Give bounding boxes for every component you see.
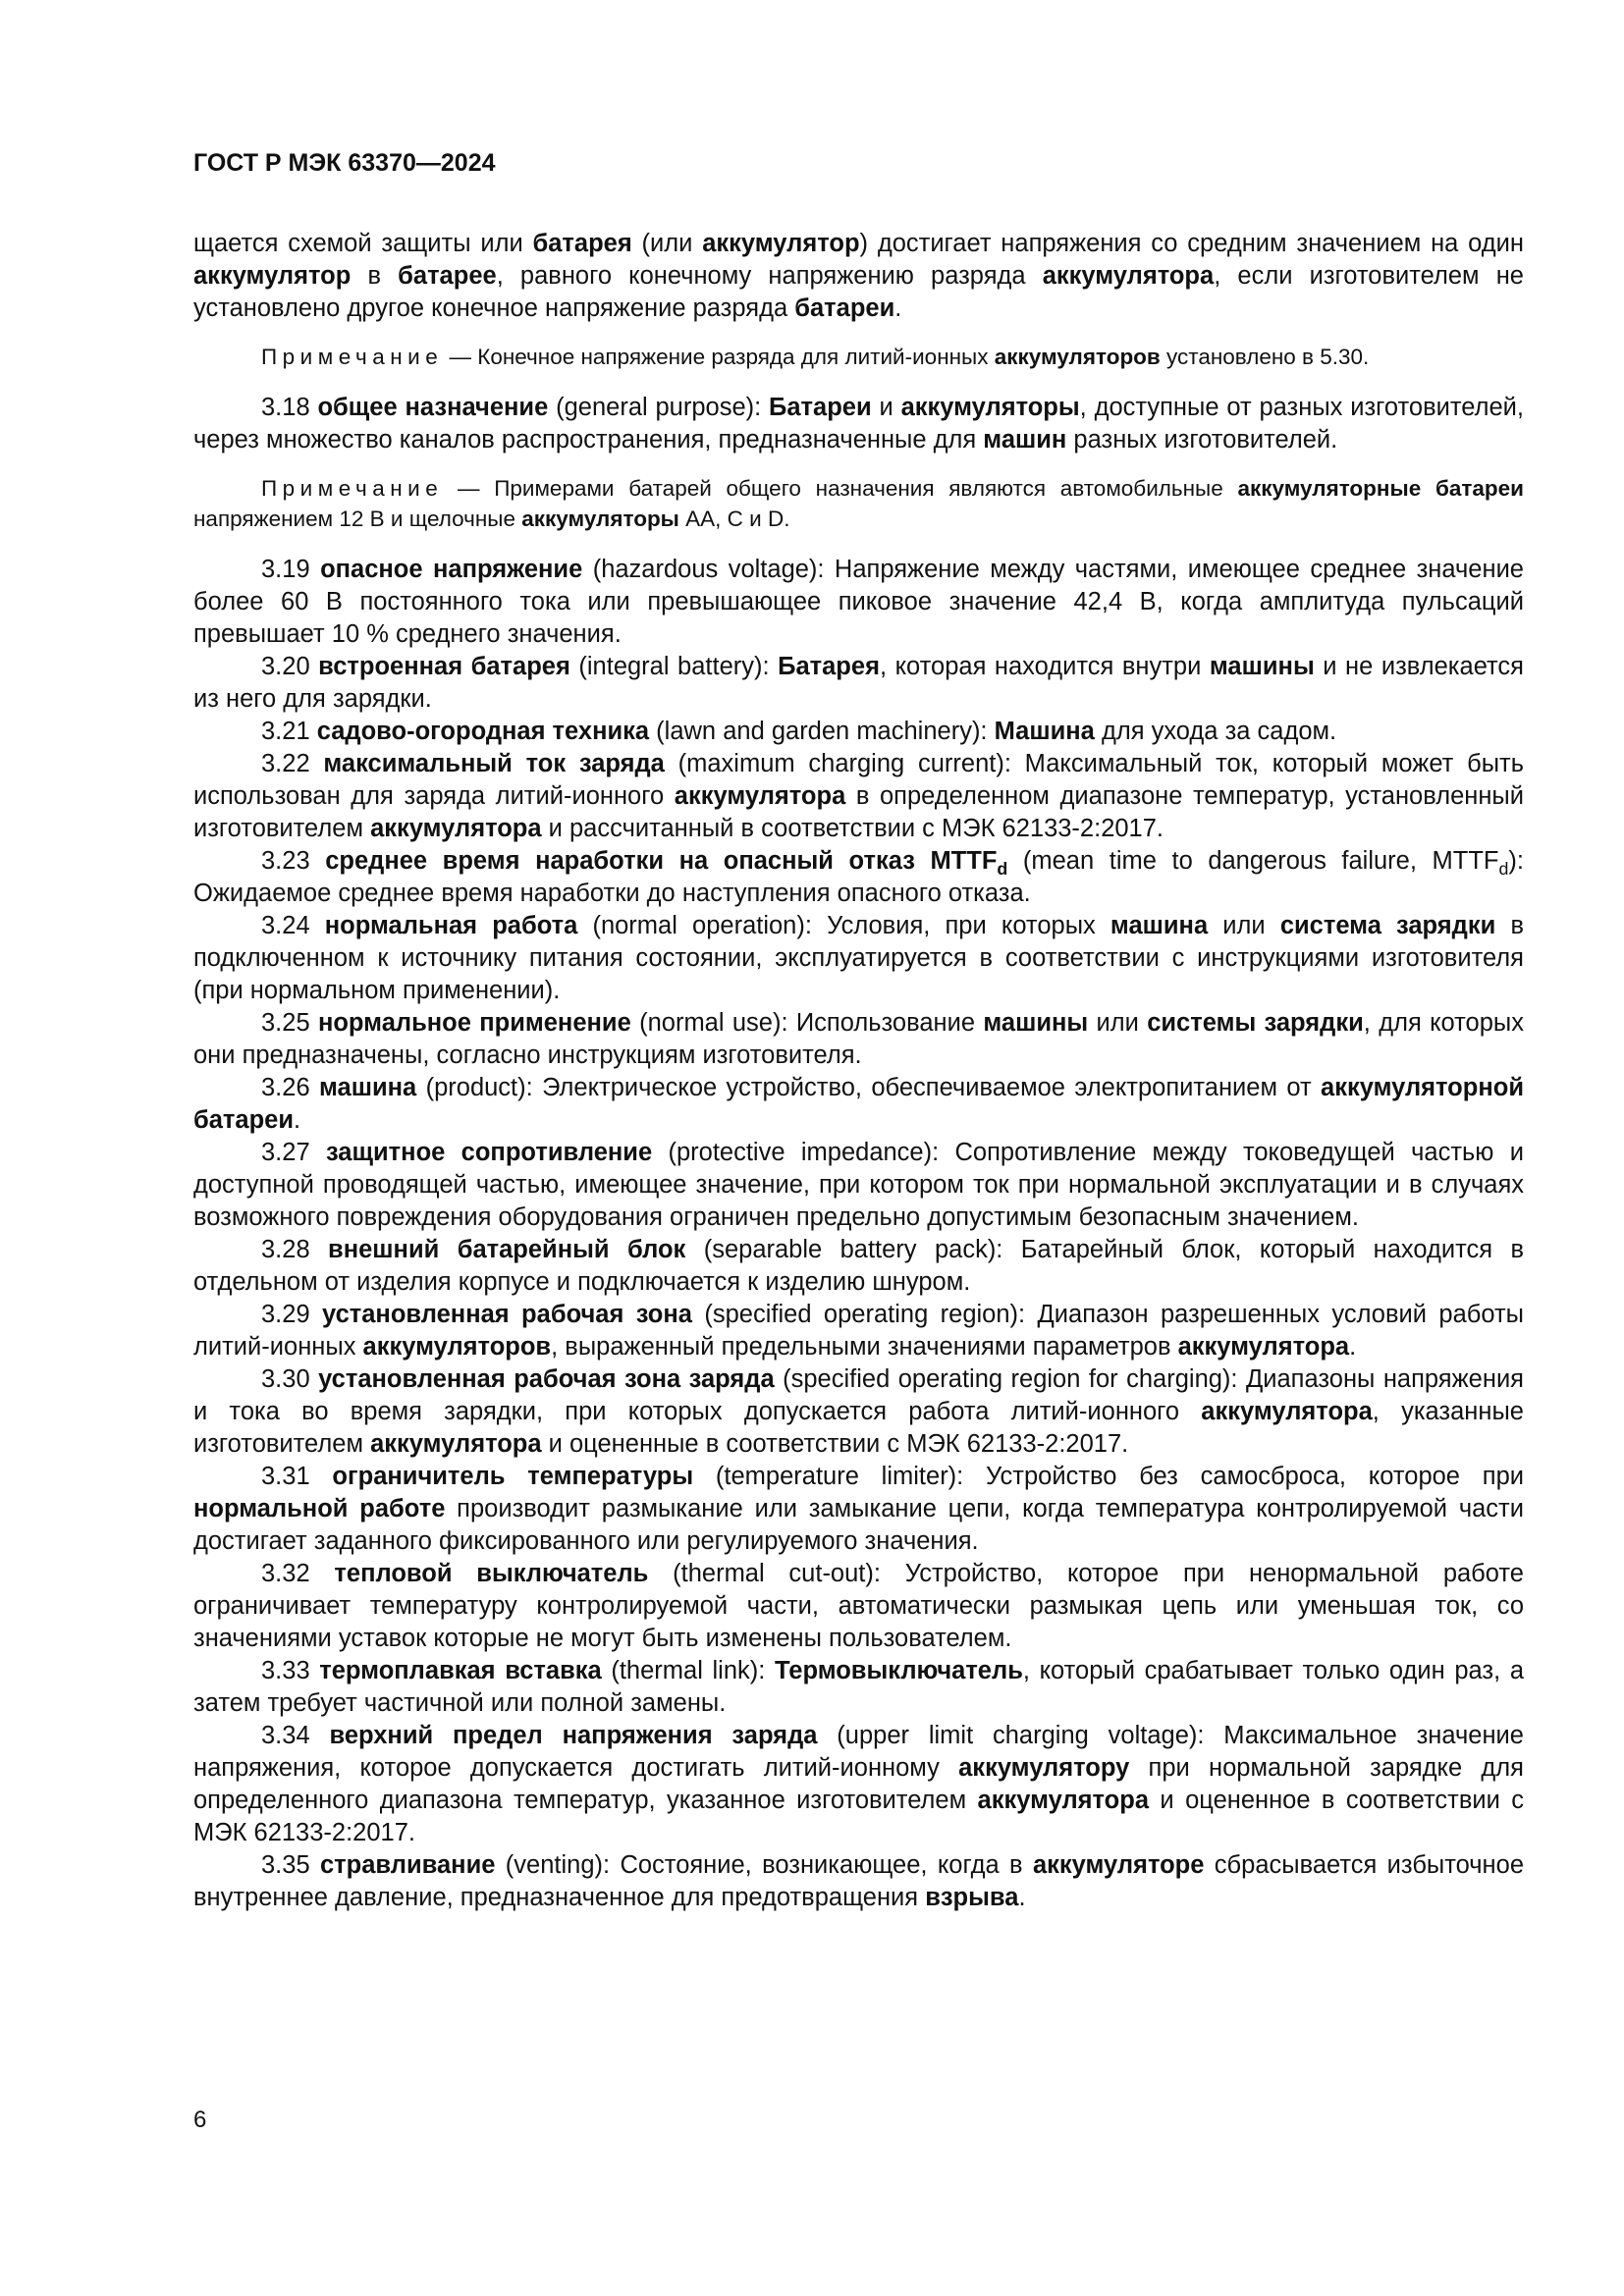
- term-bold: установленная рабочая зона заряда: [318, 1365, 775, 1393]
- intro-paragraph: [193, 228, 1524, 325]
- text-run: (upper limit charging voltage): Максимальное значение напряжения, которое допускается достигать литий-ионному: [193, 1722, 1524, 1782]
- text-run: , которая находится внутри: [879, 653, 1210, 680]
- text-run: при нормальной зарядке для определенного диапазона температур, указанное изготовителем: [193, 1754, 1524, 1814]
- text-run: , который срабатывает только один раз, а затем требует частичной или полной замены.: [193, 1657, 1525, 1717]
- definition-3-23: [193, 845, 1524, 910]
- text-run: (normal use): Использование: [630, 1009, 984, 1037]
- text-run: разных изготовителей.: [1066, 426, 1338, 454]
- term-bold: батарее: [398, 262, 497, 290]
- text-run: и оцененные в соответствии с МЭК 62133-2:2017.: [541, 1430, 1129, 1458]
- term-bold: взрыва: [925, 1884, 1019, 1911]
- text-run: и не извлекается из него для зарядки.: [193, 653, 1524, 713]
- text-run: .: [1349, 1333, 1357, 1361]
- definition-3-21: [193, 716, 1524, 748]
- text-run: (general purpose):: [548, 394, 770, 421]
- term-bold: садово-огородная техника: [316, 718, 650, 745]
- text-run: — Конечное напряжение разряда для литий-ионных: [443, 345, 995, 369]
- term-bold: аккумулятора: [370, 1430, 542, 1458]
- term-bold: защитное сопротивление: [325, 1139, 653, 1166]
- text-run: .: [1018, 1884, 1026, 1911]
- text-run: 3.22: [261, 750, 324, 777]
- term-bold: встроенная батарея: [318, 653, 570, 680]
- text-run: и: [871, 394, 901, 421]
- definition-3-29: [193, 1299, 1524, 1363]
- text-run: .: [294, 1106, 301, 1134]
- term-bold: машин: [983, 426, 1067, 454]
- text-run: 3.19: [261, 556, 321, 583]
- text-run: (integral battery):: [569, 653, 779, 680]
- note-label: Примечание: [261, 476, 444, 501]
- text-run: и рассчитанный в соответствии с МЭК 62133-2:2017.: [541, 815, 1164, 842]
- term-bold: стравливание: [320, 1851, 496, 1879]
- definition-3-32: [193, 1558, 1524, 1655]
- term-bold: аккумулятору: [958, 1754, 1130, 1782]
- text-run: , выраженный предельными значениями параметров: [551, 1333, 1178, 1361]
- term-bold: система зарядки: [1279, 912, 1496, 939]
- definition-3-24: [193, 910, 1524, 1007]
- text-run: напряжением 12 В и щелочные: [193, 507, 522, 531]
- term-bold: Батареи: [769, 394, 872, 421]
- text-run: 3.31: [261, 1463, 333, 1490]
- text-run: в определенном диапазоне температур, установленный изготовителем: [193, 782, 1524, 842]
- term-bold: машина: [319, 1074, 417, 1101]
- note-text: [443, 345, 1369, 369]
- text-run: 3.33: [261, 1657, 320, 1684]
- text-run: , указанные изготовителем: [193, 1398, 1524, 1458]
- text-run: 3.20: [261, 653, 319, 680]
- text-run: (temperature limiter): Устройство без самосброса, которое при: [693, 1463, 1525, 1490]
- text-run: щается схемой защиты или: [193, 230, 533, 257]
- term-bold: ограничитель температуры: [332, 1463, 694, 1490]
- term-bold: аккумуляторные батареи: [1237, 476, 1524, 501]
- text-run: , если изготовителем не установлено другое конечное напряжение разряда: [193, 262, 1524, 322]
- term-bold: нормальное применение: [317, 1009, 631, 1037]
- text-run: (specified operating region for charging): Диапазоны напряжения и тока во время зарядки, при которых допускается работа литий-ионного: [193, 1365, 1524, 1425]
- text-run: 3.18: [261, 394, 318, 421]
- term-bold: среднее время наработки на опасный отказ MTTF: [325, 847, 998, 875]
- text-run: , равного конечному напряжению разряда: [496, 262, 1043, 290]
- text-run: AA, C и D.: [678, 507, 790, 531]
- text-run: , для которых они предназначены, согласно инструкциям изготовителя.: [193, 1009, 1524, 1069]
- term-bold: аккумулятор: [702, 230, 860, 257]
- text-run: 3.26: [261, 1074, 319, 1101]
- term-bold: аккумулятора: [674, 782, 846, 810]
- definition-3-26: [193, 1072, 1524, 1137]
- subscript-text: d: [1498, 859, 1509, 880]
- note-3-18: [193, 473, 1524, 534]
- definition-3-27: [193, 1137, 1524, 1234]
- definition-3-30: [193, 1363, 1524, 1461]
- text-run: 3.34: [261, 1722, 330, 1749]
- text-run: (separable battery pack): Батарейный блок, который находится в отдельном от изделия корпусе и подключается к изделию шнуром.: [193, 1236, 1524, 1296]
- text-run: , доступные от разных изготовителей, через множество каналов распространения, предназначенные для: [193, 394, 1525, 454]
- term-bold: аккумулятора: [370, 815, 542, 842]
- text-run: 3.23: [261, 847, 326, 875]
- term-bold: тепловой выключатель: [334, 1560, 649, 1587]
- document-page: [193, 147, 1524, 1914]
- text-run: (protective impedance): Сопротивление между токоведущей частью и доступной проводящей частью, имеющее значение, при котором ток при нормальной эксплуатации и в случаях возможного повреждения оборудования ограничен предельно допустимым безопасным значением.: [193, 1139, 1525, 1231]
- term-bold: [997, 847, 1008, 880]
- text-run: (product): Электрическое устройство, обеспечиваемое электропитанием от: [416, 1074, 1322, 1101]
- term-bold: аккумуляторов: [362, 1333, 552, 1361]
- text-run: — Примерами батарей общего назначения являются автомобильные: [443, 476, 1238, 501]
- text-run: производит размыкание или замыкание цепи, когда температура контролируемой части достигает заданного фиксированного или регулируемого значения.: [193, 1495, 1524, 1555]
- term-bold: нормальная работа: [324, 912, 578, 939]
- text-run: 3.28: [261, 1236, 329, 1263]
- text-run: 3.25: [261, 1009, 318, 1037]
- note-3-17: [193, 342, 1524, 372]
- term-bold: установленная рабочая зона: [322, 1301, 692, 1328]
- term-bold: термоплавкая вставка: [319, 1657, 602, 1684]
- term-bold: опасное напряжение: [320, 556, 583, 583]
- text-run: .: [894, 294, 902, 322]
- term-bold: батарея: [532, 230, 632, 257]
- text-run: ) достигает напряжения со средним значением на один: [859, 230, 1524, 257]
- definition-3-33: [193, 1655, 1524, 1720]
- text-run: (thermal cut-out): Устройство, которое при ненормальной работе ограничивает температуру контролируемой части, автоматически размыкая цепь или уменьшая ток, со значениями уставок которые не могут быть изменены пользователем.: [193, 1560, 1524, 1652]
- text-run: сбрасывается избыточное внутреннее давление, предназначенное для предотвращения: [193, 1851, 1525, 1911]
- term-bold: внешний батарейный блок: [328, 1236, 686, 1263]
- term-bold: аккумулятора: [977, 1787, 1150, 1814]
- text-run: 3.24: [261, 912, 325, 939]
- text-run: 3.27: [261, 1139, 326, 1166]
- text-run: (maximum charging current): Максимальный ток, который может быть использован для заряда литий-ионного: [193, 750, 1525, 810]
- text-run: (mean time to dangerous failure, MTTF: [1007, 847, 1499, 875]
- term-bold: нормальной работе: [193, 1495, 446, 1522]
- definition-3-28: [193, 1234, 1524, 1299]
- definition-3-35: [193, 1849, 1524, 1914]
- text-run: в: [351, 262, 399, 290]
- text-run: (thermal link):: [601, 1657, 775, 1684]
- definition-3-31: [193, 1461, 1524, 1558]
- definition-3-18: [193, 392, 1524, 456]
- term-bold: аккумуляторов: [994, 345, 1161, 369]
- term-bold: Термовыключатель: [774, 1657, 1023, 1684]
- term-bold: аккумуляторной батареи: [193, 1074, 1524, 1134]
- text-run: или: [1088, 1009, 1148, 1037]
- text-run: ): Ожидаемое среднее время наработки до наступления опасного отказа.: [193, 847, 1524, 907]
- term-bold: максимальный ток заряда: [323, 750, 665, 777]
- term-bold: Машина: [994, 718, 1095, 745]
- term-bold: батареи: [794, 294, 895, 322]
- term-bold: машина: [1110, 912, 1209, 939]
- definition-3-19: [193, 554, 1524, 651]
- text-run: (specified operating region): Диапазон разрешенных условий работы литий-ионных: [193, 1301, 1524, 1361]
- term-bold: аккумуляторы: [521, 507, 679, 531]
- term-bold: аккумулятора: [1201, 1398, 1373, 1425]
- term-bold: аккумулятор: [193, 262, 352, 290]
- term-bold: аккумулятора: [1042, 262, 1215, 290]
- text-run: 3.30: [261, 1365, 319, 1393]
- term-bold: машины: [983, 1009, 1089, 1037]
- text-run: (hazardous voltage): Напряжение между частями, имеющее среднее значение более 60 В постоянного тока или превышающее пиковое значение 42,4 В, когда амплитуда пульсаций превышает 10 % среднего значения.: [193, 556, 1524, 648]
- definition-3-34: [193, 1720, 1524, 1849]
- page-number: 6: [193, 2107, 207, 2133]
- text-run: для ухода за садом.: [1094, 718, 1337, 745]
- document-header: ГОСТ Р МЭК 63370—2024: [193, 149, 496, 177]
- term-bold: аккумулятора: [1177, 1333, 1350, 1361]
- text-run: 3.35: [261, 1851, 320, 1879]
- text-run: (lawn and garden machinery):: [649, 718, 995, 745]
- term-bold: аккумуляторы: [900, 394, 1080, 421]
- definition-3-25: [193, 1007, 1524, 1072]
- text-run: (venting): Состояние, возникающее, когда в: [495, 1851, 1033, 1879]
- text-run: 3.32: [261, 1560, 335, 1587]
- text-run: 3.29: [261, 1301, 323, 1328]
- text-run: 3.21: [261, 718, 317, 745]
- text-run: (или: [631, 230, 703, 257]
- text-run: или: [1208, 912, 1280, 939]
- term-bold: системы зарядки: [1147, 1009, 1364, 1037]
- term-bold: аккумуляторе: [1032, 1851, 1205, 1879]
- text-run: в подключенном к источнику питания состоянии, эксплуатируется в соответствии с инструкциями изготовителя (при нормальном применении).: [193, 912, 1525, 1004]
- definition-3-22: [193, 748, 1524, 845]
- term-bold: машины: [1209, 653, 1315, 680]
- definition-3-20: [193, 651, 1524, 716]
- term-bold: общее назначение: [317, 394, 549, 421]
- note-label: Примечание: [261, 345, 444, 369]
- text-run: (normal operation): Условия, при которых: [577, 912, 1110, 939]
- term-bold: верхний предел напряжения заряда: [329, 1722, 818, 1749]
- text-run: установлено в 5.30.: [1160, 345, 1370, 369]
- subscript-text: d: [997, 859, 1008, 880]
- term-bold: Батарея: [778, 653, 880, 680]
- text-run: и оцененное в соответствии с МЭК 62133-2:2017.: [193, 1787, 1524, 1846]
